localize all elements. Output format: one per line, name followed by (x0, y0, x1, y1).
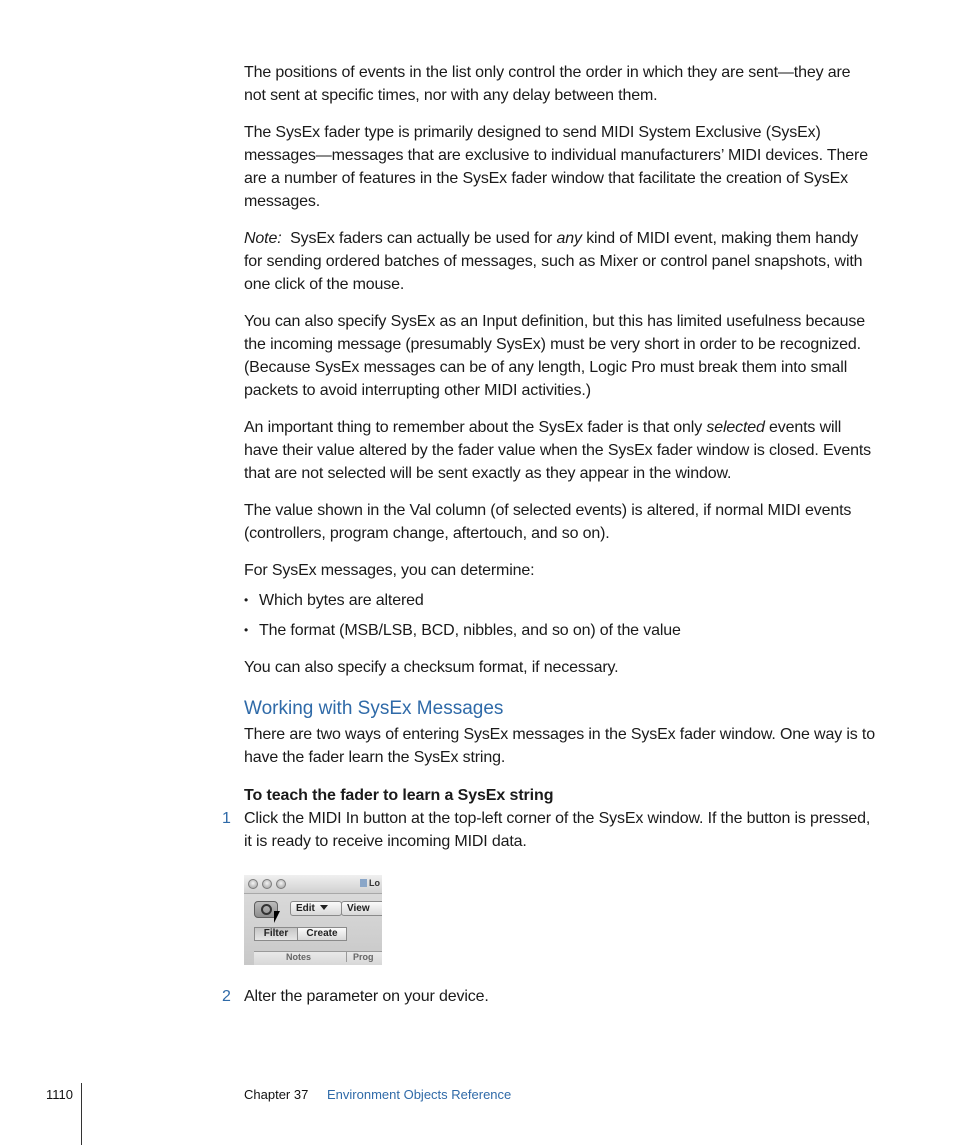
note-paragraph (244, 227, 876, 296)
midi-plug-icon (261, 904, 272, 915)
minimize-window-icon[interactable] (262, 879, 272, 889)
note-emphasis: any (556, 230, 582, 247)
list-item (244, 589, 876, 612)
paragraph-selected-events (244, 416, 876, 485)
section-paragraph: There are two ways of entering SysEx messages in the SysEx fader window. One way is to have the fader learn the SysEx string. (244, 726, 875, 766)
step-1 (222, 807, 876, 853)
paragraph-event-positions: The positions of events in the list only control the order in which they are sent—they are not sent at specific times, nor with any delay between them. (244, 64, 851, 104)
close-window-icon[interactable] (248, 879, 258, 889)
note-label: Note: (244, 230, 282, 247)
paragraph-checksum: You can also specify a checksum format, if necessary. (244, 659, 619, 676)
paragraph-input-definition: You can also specify SysEx as an Input definition, but this has limited usefulness because the incoming message (presumably SysEx) must be very short in order to be recognized. (Because SysEx messages can be of any length, Logic Pro must break them into small packets to avoid interrupting other MIDI activities.) (244, 313, 865, 399)
page-footer (0, 1083, 954, 1145)
step-2 (222, 985, 876, 1008)
list-item-text: The format (MSB/LSB, BCD, nibbles, and so on) of the value (259, 622, 681, 639)
paragraph-determine: For SysEx messages, you can determine: (244, 562, 535, 579)
selected-emphasis: selected (706, 419, 765, 436)
create-button[interactable]: Create (297, 927, 347, 941)
step-number: 1 (222, 810, 231, 827)
view-menu-label: View (347, 903, 370, 914)
notes-header: Notes (286, 952, 312, 962)
document-icon (360, 879, 367, 887)
window-title-text: Lo (369, 878, 380, 888)
edit-menu-button[interactable] (290, 901, 342, 916)
list-item (244, 619, 876, 642)
page-number: 1110 (46, 1087, 73, 1102)
paragraph-val-column: The value shown in the Val column (of selected events) is altered, if normal MIDI events (controllers, program change, aftertouch, and so on). (244, 502, 852, 542)
bullet-icon: • (244, 593, 249, 607)
prog-header: Prog (346, 952, 374, 962)
window-titlebar (244, 875, 382, 894)
chapter-label: Chapter 37 (244, 1087, 309, 1102)
selected-text-pre: An important thing to remember about the SysEx fader is that only (244, 419, 707, 436)
page-content (222, 61, 876, 1008)
column-header-strip (254, 951, 382, 965)
sysex-window-screenshot (244, 875, 382, 965)
note-text-post: kind of MIDI event, making them handy for sending ordered batches of messages, such as Mixer or control panel snapshots, with one click of the mouse. (244, 230, 863, 293)
zoom-window-icon[interactable] (276, 879, 286, 889)
chevron-down-icon (320, 905, 328, 910)
footer-divider (81, 1083, 82, 1145)
bullet-list (244, 589, 876, 642)
step-text: Alter the parameter on your device. (244, 988, 489, 1005)
section-heading: Working with SysEx Messages (244, 698, 504, 719)
chapter-title-link[interactable]: Environment Objects Reference (327, 1087, 512, 1102)
bullet-icon: • (244, 623, 249, 637)
paragraph-sysex-fader-type: The SysEx fader type is primarily designed to send MIDI System Exclusive (SysEx) messages—messages that are exclusive to individual manufacturers’ MIDI devices. There are a number of features in the SysEx fader window that facilitate the creation of SysEx messages. (244, 124, 868, 210)
selected-text-post: events will have their value altered by the fader value when the SysEx fader window is closed. Events that are not selected will be sent exactly as they appear in the window. (244, 419, 872, 482)
filter-button[interactable]: Filter (254, 927, 298, 941)
window-title (360, 878, 380, 888)
edit-menu-label: Edit (296, 903, 315, 914)
task-heading: To teach the fader to learn a SysEx string (244, 787, 554, 804)
note-text-pre: SysEx faders can actually be used for (290, 230, 557, 247)
list-item-text: Which bytes are altered (259, 592, 424, 609)
mouse-pointer-icon (274, 911, 280, 923)
step-text: Click the MIDI In button at the top-left corner of the SysEx window. If the button is pressed, it is ready to receive incoming MIDI data. (244, 810, 871, 850)
step-number: 2 (222, 988, 231, 1005)
view-menu-button[interactable] (341, 901, 382, 916)
